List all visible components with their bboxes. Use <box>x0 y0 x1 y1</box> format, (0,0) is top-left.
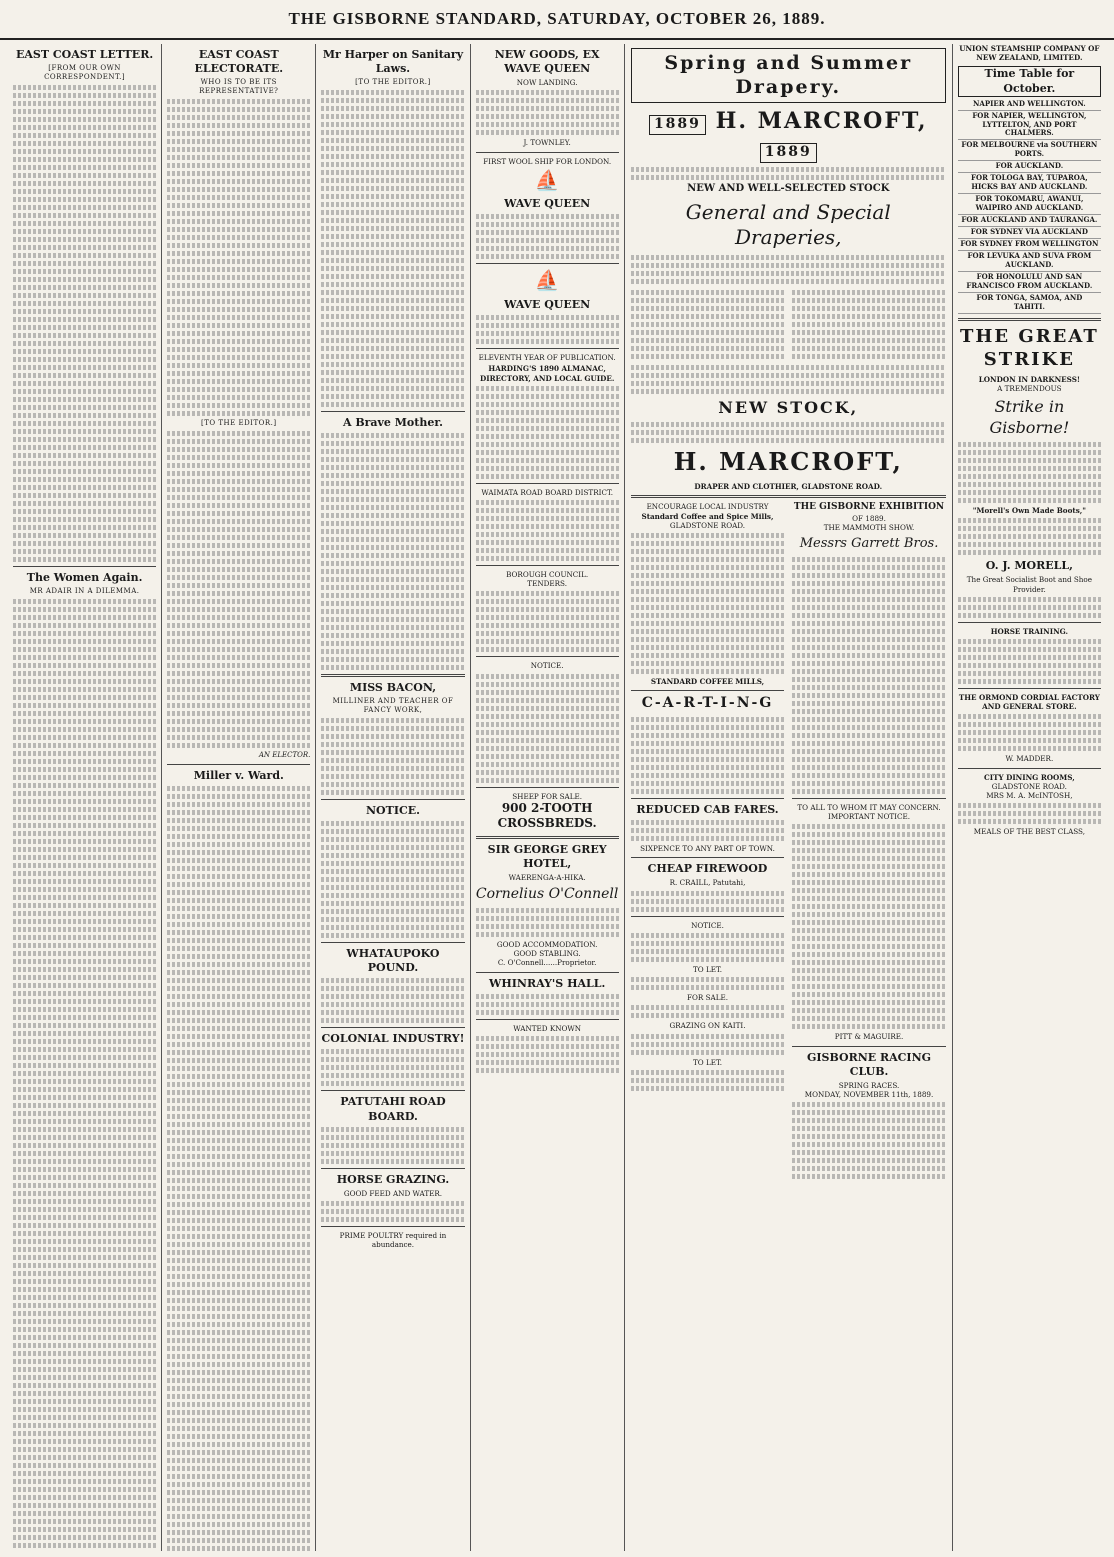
advert-body <box>631 1005 785 1018</box>
advert-body <box>631 167 946 180</box>
advert-line: SIXPENCE TO ANY PART OF TOWN. <box>640 844 775 854</box>
divider <box>476 836 619 839</box>
divider <box>321 1168 464 1169</box>
advert-body <box>476 674 619 783</box>
advert-line: GOOD ACCOMMODATION. <box>496 939 598 949</box>
divider <box>631 857 785 858</box>
divider <box>321 1226 464 1227</box>
advert-subtitle: MILLINER AND TEACHER OF FANCY WORK, <box>332 697 454 715</box>
advert-title: NOTICE. <box>691 920 724 930</box>
timetable-route: FOR HONOLULU AND SAN FRANCISCO FROM AUCKLAND. <box>958 271 1101 292</box>
ship-name: WAVE QUEEN <box>504 197 591 211</box>
timetable-row <box>958 238 1101 250</box>
advert-body <box>958 518 1101 555</box>
timetable-route: FOR AUCKLAND. <box>958 161 1101 173</box>
divider <box>631 916 785 917</box>
article-body <box>13 599 156 1551</box>
advert-subtitle: NOW LANDING. <box>516 78 578 88</box>
timetable-route: FOR TONGA, SAMOA, AND TAHITI. <box>958 292 1101 313</box>
column-4 <box>471 44 625 1551</box>
advert-title: THE ORMOND CORDIAL FACTORY AND GENERAL STORE. <box>958 693 1100 712</box>
advert-title: ELEVENTH YEAR OF PUBLICATION. <box>478 353 616 363</box>
strike-headline: THE GREAT STRIKE <box>959 325 1099 370</box>
column-2 <box>162 44 316 1551</box>
advert-title: COLONIAL INDUSTRY! <box>321 1032 465 1046</box>
divider <box>476 565 619 566</box>
divider <box>167 764 310 765</box>
divider <box>321 1027 464 1028</box>
editor-note: [TO THE EDITOR.] <box>200 419 277 428</box>
advert-title: REDUCED CAB FARES. <box>636 803 779 817</box>
advert-body <box>321 821 464 938</box>
advert-body <box>631 717 785 794</box>
year-box: 1889 <box>649 115 706 135</box>
marcroft-name: H. MARCROFT, <box>673 447 903 477</box>
timetable-row <box>958 215 1101 227</box>
advert-subtitle: TENDERS. <box>527 579 567 589</box>
article-body <box>167 786 310 1551</box>
advert-body <box>631 365 946 394</box>
advert-subtitle: MONDAY, NOVEMBER 11th, 1889. <box>804 1089 934 1099</box>
article-body <box>13 85 156 562</box>
advert-body <box>631 1070 785 1091</box>
advert-title: TO LET. <box>693 1057 723 1067</box>
advert-subtitle: R. CRAILL, Patutahi, <box>669 878 746 888</box>
divider <box>476 263 619 264</box>
advert-body <box>321 1049 464 1086</box>
timetable <box>958 99 1101 314</box>
timetable-row <box>958 173 1101 194</box>
advert-body <box>321 718 464 795</box>
timetable-row <box>958 110 1101 140</box>
exhibition-title: THE GISBORNE EXHIBITION <box>793 502 945 513</box>
divider <box>958 318 1101 321</box>
advert-body <box>631 255 946 284</box>
signature: PITT & MAGUIRE. <box>834 1032 904 1042</box>
morell-tagline: The Great Socialist Boot and Shoe Provider. <box>966 575 1092 594</box>
article-title: The Women Again. <box>26 570 143 584</box>
advert-body <box>631 977 785 990</box>
advert-body <box>631 891 785 912</box>
marcroft-address: DRAPER AND CLOTHIER, GLADSTONE ROAD. <box>694 482 883 492</box>
advert-subtitle: GLADSTONE ROAD. <box>991 781 1067 791</box>
advert-title: SIR GEORGE GREY HOTEL, <box>487 842 607 870</box>
divider <box>321 674 464 677</box>
divider <box>476 656 619 657</box>
advert-title: NEW GOODS, EX WAVE QUEEN <box>494 48 600 76</box>
divider <box>321 799 464 800</box>
stock-list-left <box>631 287 785 362</box>
exhibition-year: OF 1889. <box>852 513 886 523</box>
article-title: Mr Harper on Sanitary Laws. <box>322 48 464 76</box>
boots-title: "Morell's Own Made Boots," <box>972 506 1086 516</box>
advert-body <box>792 1102 946 1179</box>
divider <box>631 495 946 498</box>
advert-subtitle: GOOD FEED AND WATER. <box>343 1188 443 1198</box>
timetable-route: FOR TOKOMARU, AWANUI, WAIPIRO AND AUCKLAND. <box>958 194 1101 215</box>
timetable-route: FOR SYDNEY VIA AUCKLAND <box>958 227 1101 239</box>
page-columns <box>8 44 1106 1551</box>
stock-tagline: NEW AND WELL-SELECTED STOCK <box>687 182 890 194</box>
divider <box>321 1090 464 1091</box>
advert-body <box>476 994 619 1015</box>
advert-title: STANDARD COFFEE MILLS, <box>650 676 765 686</box>
timetable-row <box>958 292 1101 313</box>
divider <box>958 768 1101 769</box>
article-title: A Brave Mother. <box>342 416 443 430</box>
column-3 <box>316 44 470 1551</box>
advert-body <box>792 557 946 794</box>
strike-subhead: LONDON IN DARKNESS! <box>978 374 1081 384</box>
timetable-route: FOR SYDNEY FROM WELLINGTON <box>958 238 1101 250</box>
advert-title: CHEAP FIREWOOD <box>647 862 768 876</box>
advert-body <box>631 422 946 443</box>
divider <box>631 798 785 799</box>
advert-title: BOROUGH COUNCIL. <box>506 570 589 580</box>
column-5 <box>625 44 953 1551</box>
advert-subtitle: GLADSTONE ROAD. <box>669 520 746 530</box>
advert-line: C. O'Connell......Proprietor. <box>497 958 597 968</box>
draperies-tagline: General and Special Draperies, <box>685 199 891 250</box>
article-byline: [FROM OUR OWN CORRESPONDENT.] <box>44 64 126 82</box>
advert-body <box>958 714 1101 751</box>
strike-title: Strike in Gisborne! <box>989 397 1070 437</box>
advert-title: CITY DINING ROOMS, <box>984 772 1075 782</box>
advert-title: PATUTAHI ROAD BOARD. <box>340 1095 446 1123</box>
editor-note: [TO THE EDITOR.] <box>355 78 431 87</box>
lower-adverts <box>631 502 946 1182</box>
article-title: Miller v. Ward. <box>193 768 284 782</box>
morell-name: O. J. MORELL, <box>985 559 1073 573</box>
advert-body <box>476 908 619 937</box>
advert-title: WANTED KNOWN <box>513 1023 582 1033</box>
advert-subtitle: SPRING RACES. <box>838 1080 900 1090</box>
advert-body <box>958 442 1101 503</box>
marcroft-name: H. MARCROFT, <box>715 107 928 134</box>
advert-title: Standard Coffee and Spice Mills, <box>641 511 774 521</box>
advert-title: PRIME POULTRY required in abundance. <box>339 1230 447 1250</box>
advert-signature: J. TOWNLEY. <box>523 138 571 148</box>
advert-title: TO LET. <box>693 964 723 974</box>
advert-body <box>631 1034 785 1055</box>
timetable-row <box>958 99 1101 110</box>
advert-body <box>476 591 619 652</box>
divider <box>13 566 156 567</box>
advert-title: FOR SALE. <box>687 993 728 1003</box>
timetable-row <box>958 271 1101 292</box>
timetable-row <box>958 140 1101 161</box>
divider <box>792 1046 946 1047</box>
divider <box>476 972 619 973</box>
divider <box>476 348 619 349</box>
article-title: EAST COAST ELECTORATE. <box>194 48 284 76</box>
divider <box>792 798 946 799</box>
sailing-ship-icon: ⛵ <box>534 268 560 293</box>
advert-line: ENCOURAGE LOCAL INDUSTRY <box>646 502 769 512</box>
advert-body <box>631 533 785 674</box>
divider <box>321 942 464 943</box>
advert-body <box>476 214 619 259</box>
article-byline: WHO IS TO BE ITS REPRESENTATIVE? <box>199 78 279 96</box>
article-body <box>321 433 464 670</box>
article-body <box>167 99 310 416</box>
timetable-route: FOR MELBOURNE via SOUTHERN PORTS. <box>958 140 1101 161</box>
advert-title: FIRST WOOL SHIP FOR LONDON. <box>483 156 612 166</box>
advert-body <box>958 803 1101 824</box>
newspaper-title: THE GISBORNE STANDARD, SATURDAY, OCTOBER 26, 1889. <box>288 9 826 28</box>
advert-title: TO ALL TO WHOM IT MAY CONCERN. <box>797 802 941 812</box>
advert-headline: 900 2-TOOTH CROSSBREDS. <box>497 800 597 831</box>
masthead <box>0 0 1114 40</box>
advert-title: WAIMATA ROAD BOARD DISTRICT. <box>481 487 613 497</box>
advert-title: SHEEP FOR SALE. <box>512 791 583 801</box>
advert-body <box>631 933 785 962</box>
exhibition-subtitle: THE MAMMOTH SHOW. <box>823 523 915 533</box>
advert-title: WHINRAY'S HALL. <box>489 976 606 990</box>
article-body <box>321 90 464 407</box>
advert-line: MEALS OF THE BEST CLASS, <box>973 827 1086 837</box>
article-byline: MR ADAIR IN A DILEMMA. <box>29 587 140 596</box>
advert-subtitle: IMPORTANT NOTICE. <box>828 812 911 822</box>
article-title: EAST COAST LETTER. <box>16 48 154 61</box>
garrett-bros: Messrs Garrett Bros. <box>799 536 939 552</box>
timetable-route: FOR TOLOGA BAY, TUPAROA, HICKS BAY AND AUCKLAND. <box>958 173 1101 194</box>
advert-title: NOTICE. <box>530 661 564 671</box>
carting-heading: C-A-R-T-I-N-G <box>641 695 774 712</box>
advert-body <box>476 1036 619 1073</box>
divider <box>476 483 619 484</box>
article-body <box>167 431 310 748</box>
advert-title: HORSE GRAZING. <box>336 1172 450 1186</box>
advert-body <box>476 90 619 135</box>
advert-body <box>321 978 464 1023</box>
advert-body <box>321 1201 464 1222</box>
advert-title: NOTICE. <box>366 804 420 818</box>
ship-name: WAVE QUEEN <box>504 298 591 312</box>
year-box: 1889 <box>760 143 817 163</box>
timetable-route: FOR AUCKLAND AND TAURANGA. <box>958 215 1101 227</box>
almanac-title: HARDING'S 1890 ALMANAC, DIRECTORY, AND LOCAL GUIDE. <box>479 364 615 383</box>
advert-body <box>476 386 619 479</box>
advert-body <box>476 500 619 561</box>
advert-body <box>958 639 1101 684</box>
timetable-row <box>958 250 1101 271</box>
divider <box>631 690 785 691</box>
advert-subtitle: MRS M. A. McINTOSH, <box>986 791 1073 801</box>
advert-title: HORSE TRAINING. <box>990 626 1069 636</box>
divider <box>321 411 464 412</box>
column-7 <box>953 44 1106 1551</box>
sailing-ship-icon: ⛵ <box>534 167 560 192</box>
divider <box>958 622 1101 623</box>
divider <box>958 688 1101 689</box>
advert-body <box>792 824 946 1029</box>
advert-title: UNION STEAMSHIP COMPANY OF NEW ZEALAND, LIMITED. <box>959 44 1100 63</box>
advert-line: GOOD STABLING. <box>513 949 581 959</box>
timetable-row <box>958 161 1101 173</box>
advert-body <box>958 597 1101 618</box>
strike-subhead: A TREMENDOUS <box>997 383 1062 393</box>
timetable-route: FOR LEVUKA AND SUVA FROM AUCKLAND. <box>958 250 1101 271</box>
divider <box>476 787 619 788</box>
timetable-row <box>958 227 1101 239</box>
divider <box>476 152 619 153</box>
advert-body <box>476 315 619 344</box>
timetable-route: NAPIER AND WELLINGTON. <box>958 99 1101 110</box>
advert-title: GRAZING ON KAITI. <box>669 1021 746 1031</box>
advert-title: MISS BACON, <box>349 681 437 695</box>
signature: AN ELECTOR. <box>258 751 311 760</box>
advert-signature: W. MADDER. <box>1005 754 1054 764</box>
timetable-row <box>958 194 1101 215</box>
advert-body <box>631 820 785 841</box>
new-stock-heading: NEW STOCK, <box>718 397 859 417</box>
advert-body <box>321 1127 464 1164</box>
stock-list-right <box>792 287 946 362</box>
divider <box>476 1019 619 1020</box>
advert-title: GISBORNE RACING CLUB. <box>807 1050 932 1078</box>
column-1 <box>8 44 162 1551</box>
timetable-title: Time Table for October. <box>958 66 1101 96</box>
advert-title: WHATAUPOKO POUND. <box>346 947 440 975</box>
stock-lists <box>631 287 946 362</box>
lower-right-adverts <box>792 502 946 1182</box>
proprietor-name: Cornelius O'Connell <box>475 886 619 902</box>
lower-left-adverts <box>631 502 785 1182</box>
advert-subtitle: WAERENGA-A-HIKA. <box>508 872 586 882</box>
marcroft-banner <box>631 107 946 163</box>
timetable-route: FOR NAPIER, WELLINGTON, LYTTELTON, AND PORT CHALMERS. <box>958 110 1101 140</box>
drapery-header: Spring and Summer Drapery. <box>631 48 946 103</box>
